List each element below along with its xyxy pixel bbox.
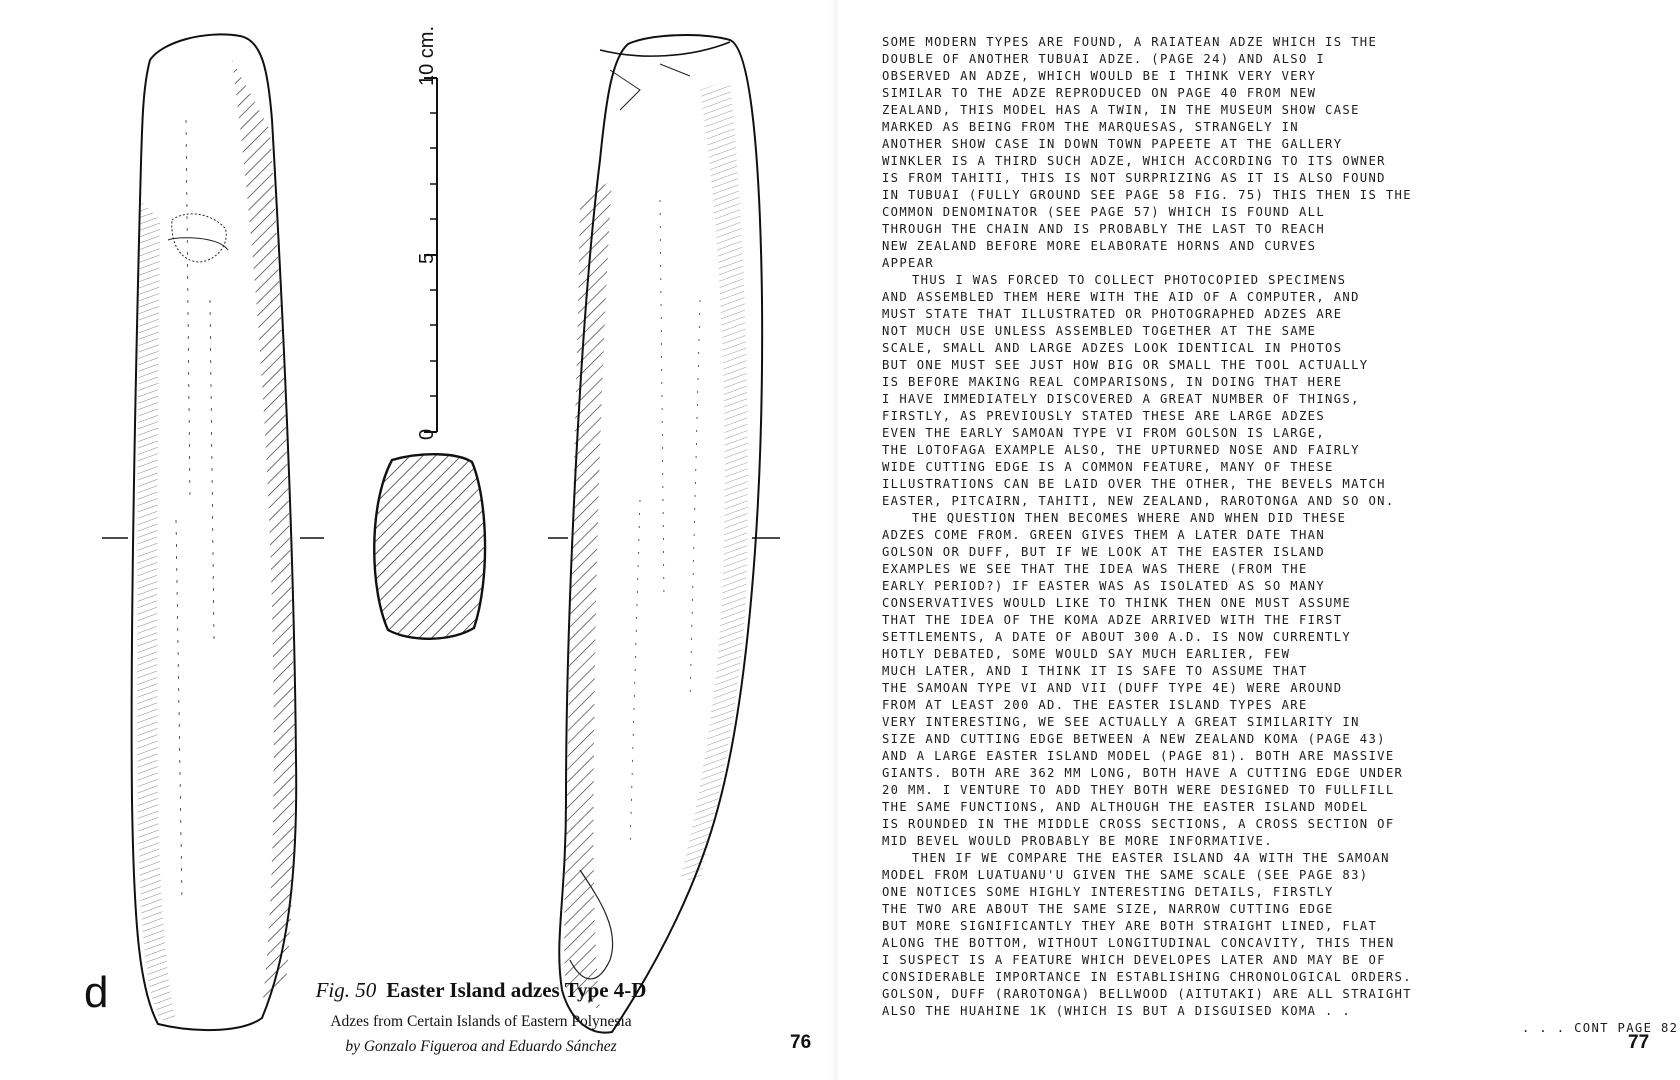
handwritten-line: ADZES COME FROM. GREEN GIVES THEM A LATER DATE THAN	[882, 528, 1326, 542]
handwritten-line: SCALE, SMALL AND LARGE ADZES LOOK IDENTICAL IN PHOTOS	[882, 341, 1343, 355]
caption-source-title: Adzes from Certain Islands of Eastern Polynesia	[330, 1013, 632, 1030]
page-number-right: 77	[1628, 1032, 1650, 1053]
handwritten-line: ANOTHER SHOW CASE IN DOWN TOWN PAPEETE AT THE GALLERY	[882, 137, 1343, 151]
handwritten-line: SIMILAR TO THE ADZE REPRODUCED ON PAGE 40 FROM NEW	[882, 86, 1317, 100]
handwritten-line: I SUSPECT IS A FEATURE WHICH DEVELOPES LATER AND MAY BE OF	[882, 953, 1386, 967]
handwritten-line: MODEL FROM LUATUANU'U GIVEN THE SAME SCALE (SEE PAGE 83)	[882, 868, 1369, 882]
figure-label: Fig. 50	[315, 978, 377, 1002]
handwritten-line: . . . CONT PAGE 82	[1522, 1021, 1679, 1035]
handwritten-line: IS ROUNDED IN THE MIDDLE CROSS SECTIONS, A CROSS SECTION OF	[882, 817, 1395, 831]
handwritten-line: APPEAR	[882, 256, 935, 270]
handwritten-line: ALSO THE HUAHINE 1K (WHICH IS BUT A DISGUISED KOMA . .	[882, 1004, 1352, 1018]
handwritten-line: NOT MUCH USE UNLESS ASSEMBLED TOGETHER AT THE SAME	[882, 324, 1317, 338]
adze-front-view	[102, 34, 324, 1030]
figure-title: Easter Island adzes Type 4-D	[386, 978, 647, 1002]
handwritten-line: NEW ZEALAND BEFORE MORE ELABORATE HORNS AND CURVES	[882, 239, 1317, 253]
handwritten-line: EARLY PERIOD?) IF EASTER WAS AS ISOLATED AS SO MANY	[882, 579, 1326, 593]
handwritten-line: EASTER, PITCAIRN, TAHITI, NEW ZEALAND, RAROTONGA AND SO ON.	[882, 494, 1395, 508]
handwritten-line: THE SAMOAN TYPE VI AND VII (DUFF TYPE 4E) WERE AROUND	[882, 681, 1343, 695]
handwritten-line: CONSERVATIVES WOULD LIKE TO THINK THEN ONE MUST ASSUME	[882, 596, 1352, 610]
handwritten-text	[882, 34, 1679, 1037]
handwritten-line: THAT THE IDEA OF THE KOMA ADZE ARRIVED WITH THE FIRST	[882, 613, 1343, 627]
handwritten-line: HOTLY DEBATED, SOME WOULD SAY MUCH EARLIER, FEW	[882, 647, 1291, 661]
handwritten-line: ALONG THE BOTTOM, WITHOUT LONGITUDINAL CONCAVITY, THIS THEN	[882, 936, 1395, 950]
handwritten-line: THE LOTOFAGA EXAMPLE ALSO, THE UPTURNED NOSE AND FAIRLY	[882, 443, 1360, 457]
handwritten-line: FIRSTLY, AS PREVIOUSLY STATED THESE ARE LARGE ADZES	[882, 409, 1326, 423]
handwritten-line: AND ASSEMBLED THEM HERE WITH THE AID OF A COMPUTER, AND	[882, 290, 1360, 304]
handwritten-line: IS FROM TAHITI, THIS IS NOT SURPRIZING AS IT IS ALSO FOUND	[882, 171, 1386, 185]
handwritten-line: WINKLER IS A THIRD SUCH ADZE, WHICH ACCORDING TO ITS OWNER	[882, 154, 1386, 168]
handwritten-line: 20 MM. I VENTURE TO ADD THEY BOTH WERE DESIGNED TO FULLFILL	[882, 783, 1395, 797]
handwritten-line: MUST STATE THAT ILLUSTRATED OR PHOTOGRAPHED ADZES ARE	[882, 307, 1343, 321]
figure-caption	[296, 978, 666, 1056]
handwritten-line: GOLSON, DUFF (RAROTONGA) BELLWOOD (AITUTAKI) ARE ALL STRAIGHT	[882, 987, 1412, 1001]
handwritten-line: ZEALAND, THIS MODEL HAS A TWIN, IN THE MUSEUM SHOW CASE	[882, 103, 1360, 117]
handwritten-line: I HAVE IMMEDIATELY DISCOVERED A GREAT NUMBER OF THINGS,	[882, 392, 1360, 406]
scale-tick-label: 0	[416, 428, 438, 440]
scale-unit-label: 10 cm.	[416, 25, 438, 86]
handwritten-line: OBSERVED AN ADZE, WHICH WOULD BE I THINK VERY VERY	[882, 69, 1317, 83]
handwritten-line: WIDE CUTTING EDGE IS A COMMON FEATURE, MANY OF THESE	[882, 460, 1334, 474]
handwritten-line: BUT ONE MUST SEE JUST HOW BIG OR SMALL THE TOOL ACTUALLY	[882, 358, 1369, 372]
handwritten-line: COMMON DENOMINATOR (SEE PAGE 57) WHICH IS FOUND ALL	[882, 205, 1326, 219]
handwritten-line: VERY INTERESTING, WE SEE ACTUALLY A GREAT SIMILARITY IN	[882, 715, 1360, 729]
figure-letter: d	[84, 968, 109, 1017]
handwritten-line: MUCH LATER, AND I THINK IT IS SAFE TO ASSUME THAT	[882, 664, 1308, 678]
handwritten-line: THROUGH THE CHAIN AND IS PROBABLY THE LAST TO REACH	[882, 222, 1326, 236]
handwritten-line: SIZE AND CUTTING EDGE BETWEEN A NEW ZEALAND KOMA (PAGE 43)	[882, 732, 1386, 746]
handwritten-line: IN TUBUAI (FULLY GROUND SEE PAGE 58 FIG. 75) THIS THEN IS THE	[882, 188, 1412, 202]
cross-section	[374, 454, 485, 639]
handwritten-line: CONSIDERABLE IMPORTANCE IN ESTABLISHING CHRONOLOGICAL ORDERS.	[882, 970, 1412, 984]
page-number-left: 76	[790, 1032, 812, 1053]
handwritten-line: THEN IF WE COMPARE THE EASTER ISLAND 4A WITH THE SAMOAN	[912, 851, 1390, 865]
handwritten-line: FROM AT LEAST 200 AD. THE EASTER ISLAND TYPES ARE	[882, 698, 1308, 712]
handwritten-line: ONE NOTICES SOME HIGHLY INTERESTING DETAILS, FIRSTLY	[882, 885, 1334, 899]
handwritten-line: BUT MORE SIGNIFICANTLY THEY ARE BOTH STRAIGHT LINED, FLAT	[882, 919, 1378, 933]
handwritten-line: ILLUSTRATIONS CAN BE LAID OVER THE OTHER, THE BEVELS MATCH	[882, 477, 1386, 491]
handwritten-line: IS BEFORE MAKING REAL COMPARISONS, IN DOING THAT HERE	[882, 375, 1343, 389]
handwritten-line: THE QUESTION THEN BECOMES WHERE AND WHEN DID THESE	[912, 511, 1347, 525]
handwritten-line: MID BEVEL WOULD PROBABLY BE MORE INFORMATIVE.	[882, 834, 1273, 848]
adze-illustrations	[0, 0, 838, 1080]
handwritten-line: GIANTS. BOTH ARE 362 MM LONG, BOTH HAVE A CUTTING EDGE UNDER	[882, 766, 1404, 780]
handwritten-line: DOUBLE OF ANOTHER TUBUAI ADZE. (PAGE 24) AND ALSO I	[882, 52, 1326, 66]
adze-side-view	[548, 35, 780, 1033]
handwritten-line: THUS I WAS FORCED TO COLLECT PHOTOCOPIED SPECIMENS	[912, 273, 1347, 287]
handwritten-line: EVEN THE EARLY SAMOAN TYPE VI FROM GOLSON IS LARGE,	[882, 426, 1326, 440]
handwritten-line: AND A LARGE EASTER ISLAND MODEL (PAGE 81). BOTH ARE MASSIVE	[882, 749, 1395, 763]
handwritten-line: THE TWO ARE ABOUT THE SAME SIZE, NARROW CUTTING EDGE	[882, 902, 1334, 916]
left-page	[0, 0, 838, 1080]
handwritten-line: MARKED AS BEING FROM THE MARQUESAS, STRANGELY IN	[882, 120, 1299, 134]
scale-tick-label: 5	[416, 252, 438, 264]
handwritten-line: SETTLEMENTS, A DATE OF ABOUT 300 A.D. IS NOW CURRENTLY	[882, 630, 1352, 644]
handwritten-line: GOLSON OR DUFF, BUT IF WE LOOK AT THE EASTER ISLAND	[882, 545, 1326, 559]
caption-authors: by Gonzalo Figueroa and Eduardo Sánchez	[345, 1038, 617, 1055]
right-page	[838, 0, 1680, 1080]
caption-title-line	[296, 978, 666, 1003]
handwritten-line: THE SAME FUNCTIONS, AND ALTHOUGH THE EASTER ISLAND MODEL	[882, 800, 1369, 814]
handwritten-line: SOME MODERN TYPES ARE FOUND, A RAIATEAN ADZE WHICH IS THE	[882, 35, 1378, 49]
handwritten-line: EXAMPLES WE SEE THAT THE IDEA WAS THERE (FROM THE	[882, 562, 1308, 576]
